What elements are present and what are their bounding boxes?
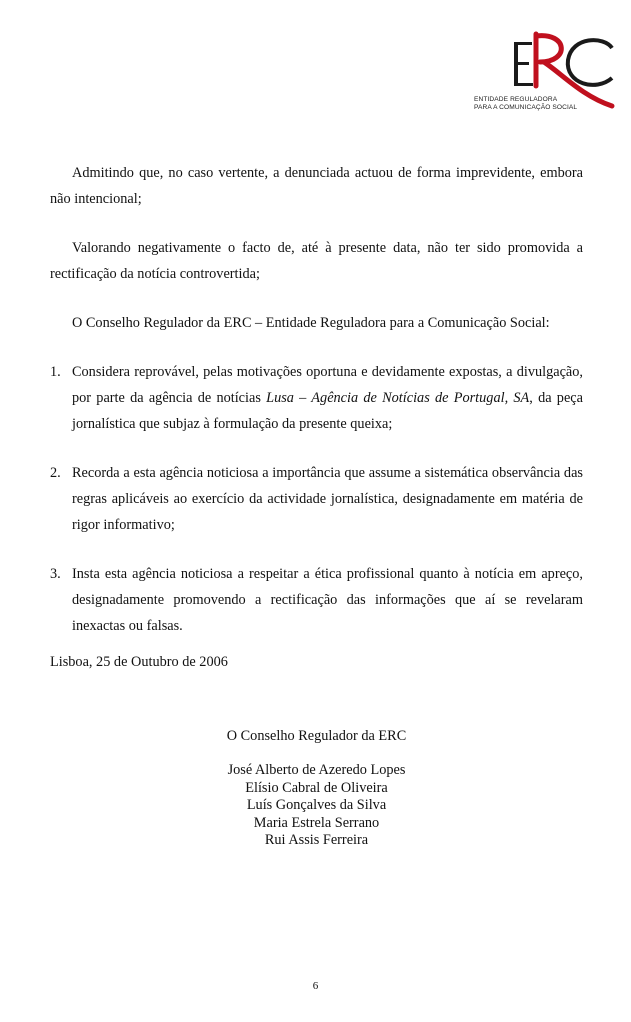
logo-caption-line1: ENTIDADE REGULADORA	[474, 96, 558, 103]
logo-letter-e	[514, 42, 533, 86]
list-item-text: Recorda a esta agência noticiosa a importância que assume a sistemática observância das regras aplicáveis ao exercício da actividade jornalística, designadamente em matéria de rigor informativo;	[72, 465, 583, 533]
list-item	[50, 561, 583, 639]
signatory-name: Rui Assis Ferreira	[264, 832, 369, 848]
logo-caption-line2: PARA A COMUNICAÇÃO SOCIAL	[474, 103, 578, 111]
list-item-number: 2.	[50, 465, 61, 481]
list-item-text	[72, 359, 583, 437]
signature-block	[50, 726, 583, 850]
paragraph-admitindo: Admitindo que, no caso vertente, a denunciada actuou de forma imprevidente, embora não intencional;	[50, 165, 583, 207]
paragraph-valorando: Valorando negativamente o facto de, até à presente data, não ter sido promovida a rectificação da notícia controvertida;	[50, 240, 583, 282]
list-item-text-part: , da peça jornalística que subjaz à formulação da presente queixa;	[72, 390, 583, 432]
signatory-name: Luís Gonçalves da Silva	[246, 797, 387, 813]
logo-letter-c	[568, 40, 612, 85]
date-line: Lisboa, 25 de Outubro de 2006	[50, 654, 228, 670]
page-number: 6	[312, 980, 319, 992]
paragraph-conselho: O Conselho Regulador da ERC – Entidade Reguladora para a Comunicação Social:	[72, 315, 550, 331]
list-item-number: 1.	[50, 364, 61, 380]
signature-heading: O Conselho Regulador da ERC	[226, 728, 407, 744]
list-item-text: Insta esta agência noticiosa a respeitar a ética profissional quanto à notícia em apreço, designadamente promovendo a rectificação das informações que aí se revelaram inexactas ou falsas.	[72, 566, 583, 634]
document-body	[50, 160, 583, 675]
signatory-name: José Alberto de Azeredo Lopes	[227, 762, 406, 778]
signatory-name: Maria Estrela Serrano	[253, 814, 380, 831]
list-item-text-part: Considera reprovável, pelas motivações oportuna e devidamente expostas, a divulgação, por parte da agência de notícias	[72, 364, 583, 406]
list-item	[50, 359, 583, 437]
list-item-italic-name: Lusa – Agência de Notícias de Portugal, SA	[266, 390, 530, 406]
list-item-number: 3.	[50, 566, 61, 582]
logo-caption	[474, 96, 614, 111]
list-item	[50, 460, 583, 538]
signatory-name: Elísio Cabral de Oliveira	[245, 779, 388, 796]
